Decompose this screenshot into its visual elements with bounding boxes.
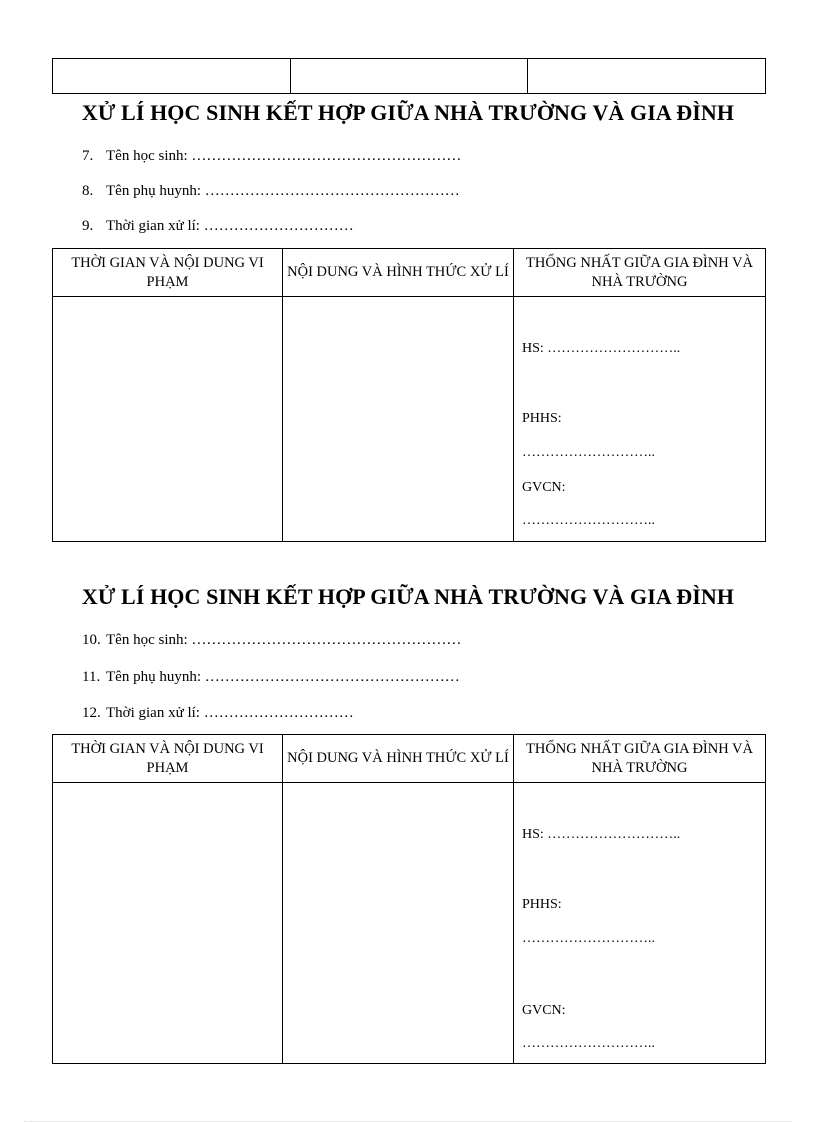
column-header: THỜI GIAN VÀ NỘI DUNG VI PHẠM xyxy=(53,249,283,297)
table-row xyxy=(53,297,766,542)
fill-dots[interactable]: ……………………………………………… xyxy=(191,632,462,648)
field-label: Thời gian xử lí: xyxy=(106,705,200,721)
field-label: Tên phụ huynh: xyxy=(106,183,201,199)
table-header-row xyxy=(53,735,766,783)
violation-cell[interactable] xyxy=(53,297,283,542)
field-number: 11. xyxy=(82,669,101,685)
table-cell[interactable] xyxy=(290,59,528,94)
column-header: NỘI DUNG VÀ HÌNH THỨC XỬ LÍ xyxy=(283,735,514,783)
section-title: XỬ LÍ HỌC SINH KẾT HỢP GIỮA NHÀ TRƯỜNG VÀ GIA ĐÌNH xyxy=(81,100,735,125)
column-header: THỐNG NHẤT GIỮA GIA ĐÌNH VÀ NHÀ TRƯỜNG xyxy=(514,735,766,783)
table-header-row xyxy=(53,249,766,297)
phhs-signature-line[interactable]: ……………………….. xyxy=(522,445,655,460)
violation-cell[interactable] xyxy=(53,783,283,1064)
column-header: THỜI GIAN VÀ NỘI DUNG VI PHẠM xyxy=(53,735,283,783)
student-name-field[interactable] xyxy=(82,632,461,649)
gvcn-signature-line[interactable]: ……………………….. xyxy=(522,1036,655,1051)
field-label: Tên học sinh: xyxy=(106,632,188,648)
field-label: Tên phụ huynh: xyxy=(106,669,201,685)
handling-time-field[interactable] xyxy=(82,705,354,722)
column-header: THỐNG NHẤT GIỮA GIA ĐÌNH VÀ NHÀ TRƯỜNG xyxy=(514,249,766,297)
gvcn-signature-line[interactable]: ……………………….. xyxy=(522,513,655,528)
field-label: Thời gian xử lí: xyxy=(106,218,200,234)
page-bottom-rule xyxy=(24,1121,792,1122)
table-cell[interactable] xyxy=(528,59,766,94)
gvcn-label: GVCN: xyxy=(522,1003,566,1018)
top-table xyxy=(52,58,766,94)
hs-signature-line[interactable]: HS: ……………………….. xyxy=(522,341,681,356)
agreement-cell[interactable] xyxy=(514,297,766,542)
table-row xyxy=(53,59,766,94)
column-header: NỘI DUNG VÀ HÌNH THỨC XỬ LÍ xyxy=(283,249,514,297)
hs-signature-line[interactable]: HS: ……………………….. xyxy=(522,827,681,842)
field-number: 9. xyxy=(82,218,94,234)
fill-dots[interactable]: ………………………… xyxy=(203,218,354,234)
handling-time-field[interactable] xyxy=(82,218,354,235)
field-label: Tên học sinh: xyxy=(106,148,188,164)
form-table xyxy=(52,248,766,542)
fill-dots[interactable]: ……………………………………………… xyxy=(191,148,462,164)
gvcn-label: GVCN: xyxy=(522,480,566,495)
field-number: 12. xyxy=(82,705,101,721)
agreement-cell[interactable] xyxy=(514,783,766,1064)
field-number: 8. xyxy=(82,183,94,199)
table-row xyxy=(53,783,766,1064)
fill-dots[interactable]: …………………………………………… xyxy=(204,183,460,199)
handling-cell[interactable] xyxy=(283,297,514,542)
field-number: 10. xyxy=(82,632,101,648)
table-cell[interactable] xyxy=(53,59,291,94)
parent-name-field[interactable] xyxy=(82,669,460,686)
student-name-field[interactable] xyxy=(82,148,461,165)
form-table xyxy=(52,734,766,1064)
handling-cell[interactable] xyxy=(283,783,514,1064)
fill-dots[interactable]: …………………………………………… xyxy=(204,669,460,685)
section-title: XỬ LÍ HỌC SINH KẾT HỢP GIỮA NHÀ TRƯỜNG VÀ GIA ĐÌNH xyxy=(81,584,735,609)
phhs-signature-line[interactable]: ……………………….. xyxy=(522,931,655,946)
parent-name-field[interactable] xyxy=(82,183,460,200)
field-number: 7. xyxy=(82,148,94,164)
phhs-label: PHHS: xyxy=(522,411,562,426)
phhs-label: PHHS: xyxy=(522,897,562,912)
fill-dots[interactable]: ………………………… xyxy=(203,705,354,721)
